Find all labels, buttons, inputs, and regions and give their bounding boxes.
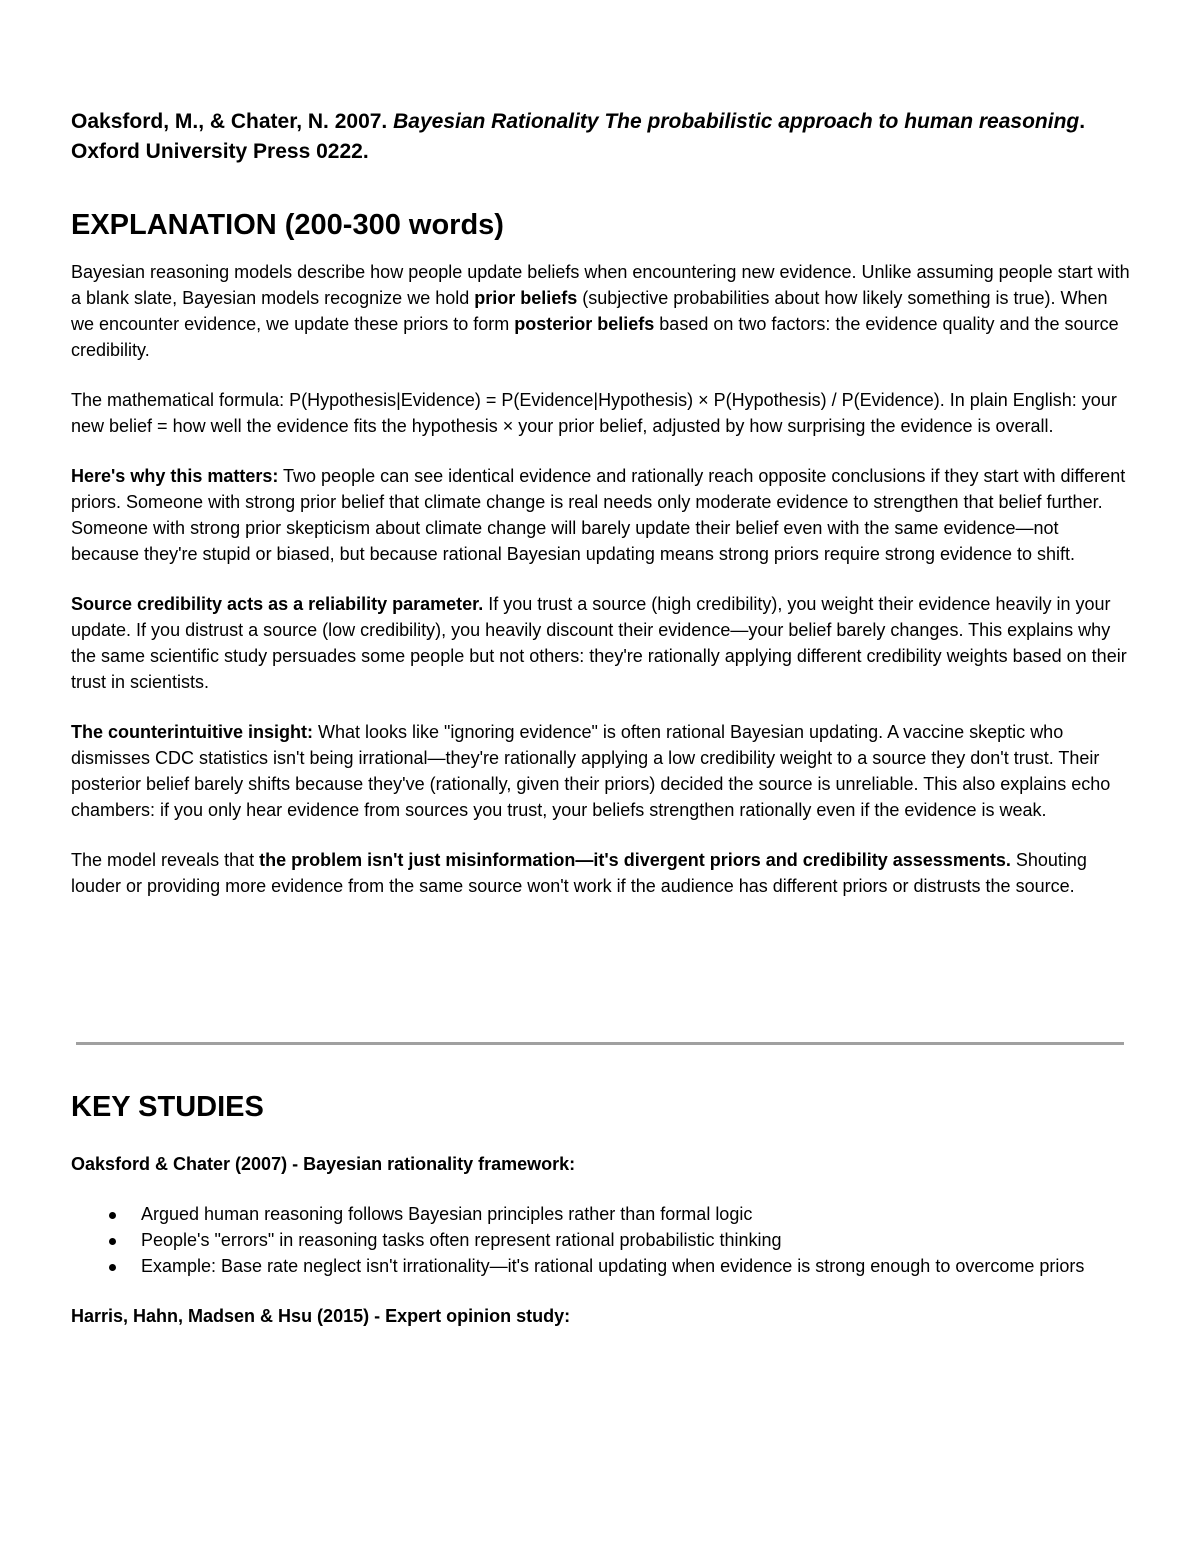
explanation-paragraph-5 bbox=[71, 719, 1131, 823]
citation bbox=[71, 107, 1131, 167]
list-item bbox=[71, 1227, 1131, 1253]
key-studies-section bbox=[71, 1089, 1131, 1353]
list-item bbox=[71, 1201, 1131, 1227]
p5-text: What looks like "ignoring evidence" is often rational Bayesian updating. A vaccine skeptic who dismisses CDC statistics isn't being irrational—they're rationally applying a low credibility weight to a source they don't trust. Their posterior belief barely shifts because they've (rationally, given their priors) decided the source is unreliable. This also explains echo chambers: if you only hear evidence from sources you trust, your beliefs strengthen rationally even if the evidence is weak. bbox=[71, 722, 1111, 820]
bullet-text: Argued human reasoning follows Bayesian principles rather than formal logic bbox=[141, 1204, 753, 1224]
p1-text-a: Bayesian reasoning models describe how people update beliefs when encountering new evidence. Unlike assuming people start with a blank slate, Bayesian models recognize we hold bbox=[71, 262, 1130, 308]
explanation-section bbox=[71, 107, 1131, 923]
study-1-title: Oaksford & Chater (2007) - Bayesian rationality framework: bbox=[71, 1154, 576, 1174]
explanation-paragraph-1 bbox=[71, 259, 1131, 363]
bullet-icon bbox=[109, 1212, 116, 1219]
study-1-bullets bbox=[71, 1201, 1131, 1279]
bullet-icon bbox=[109, 1238, 116, 1245]
p1-text-d: based on two factors: the evidence quality and the source credibility. bbox=[71, 314, 1119, 360]
list-item bbox=[71, 1253, 1131, 1279]
citation-authors-year: Oaksford, M., & Chater, N. 2007. bbox=[71, 110, 394, 133]
explanation-heading: EXPLANATION (200-300 words) bbox=[71, 209, 504, 241]
p4-text: If you trust a source (high credibility), you weight their evidence heavily in your update. If you distrust a source (low credibility), you heavily discount their evidence—your belief barely changes. This explains why the same scientific study persuades some people but not others: they're rationally applying different credibility weights based on their trust in scientists. bbox=[71, 594, 1127, 692]
p1-text-c: (subjective probabilities about how likely something is true). When we encounter evidence, we update these priors to form bbox=[71, 288, 1108, 334]
study-2-title: Harris, Hahn, Madsen & Hsu (2015) - Expert opinion study: bbox=[71, 1306, 571, 1326]
explanation-paragraph-6 bbox=[71, 847, 1131, 899]
explanation-paragraph-4 bbox=[71, 591, 1131, 695]
key-studies-heading: KEY STUDIES bbox=[71, 1091, 264, 1123]
horizontal-divider bbox=[76, 1042, 1124, 1045]
explanation-paragraph-2: The mathematical formula: P(Hypothesis|Evidence) = P(Evidence|Hypothesis) × P(Hypothesis) / P(Evidence). In plain English: your new belief = how well the evidence fits the hypothesis × your prior belief, adjusted by how surprising the evidence is overall. bbox=[71, 390, 1117, 436]
p6-text-b: Shouting louder or providing more evidence from the same source won't work if the audience has different priors or distrusts the source. bbox=[71, 850, 1087, 896]
p4-lead: Source credibility acts as a reliability parameter. bbox=[71, 594, 484, 614]
explanation-paragraph-3 bbox=[71, 463, 1131, 567]
p5-lead: The counterintuitive insight: bbox=[71, 722, 313, 742]
citation-publisher: . Oxford University Press 0222. bbox=[71, 110, 1086, 163]
citation-title: Bayesian Rationality The probabilistic approach to human reasoning bbox=[393, 110, 1080, 133]
bullet-text: People's "errors" in reasoning tasks often represent rational probabilistic thinking bbox=[141, 1230, 782, 1250]
p3-lead: Here's why this matters: bbox=[71, 466, 279, 486]
p1-bold-posterior-beliefs: posterior beliefs bbox=[514, 314, 655, 334]
p3-text: Two people can see identical evidence and rationally reach opposite conclusions if they start with different priors. Someone with strong prior belief that climate change is real needs only moderate evidence to strengthen that belief further. Someone with strong prior skepticism about climate change will barely update their belief even with the same evidence—not because they're stupid or biased, but because rational Bayesian updating means strong priors require strong evidence to shift. bbox=[71, 466, 1126, 564]
bullet-icon bbox=[109, 1264, 116, 1271]
p1-bold-prior-beliefs: prior beliefs bbox=[474, 288, 578, 308]
p6-bold: the problem isn't just misinformation—it's divergent priors and credibility assessments. bbox=[259, 850, 1011, 870]
bullet-text: Example: Base rate neglect isn't irrationality—it's rational updating when evidence is strong enough to overcome priors bbox=[141, 1256, 1085, 1276]
p6-text-a: The model reveals that bbox=[71, 850, 260, 870]
